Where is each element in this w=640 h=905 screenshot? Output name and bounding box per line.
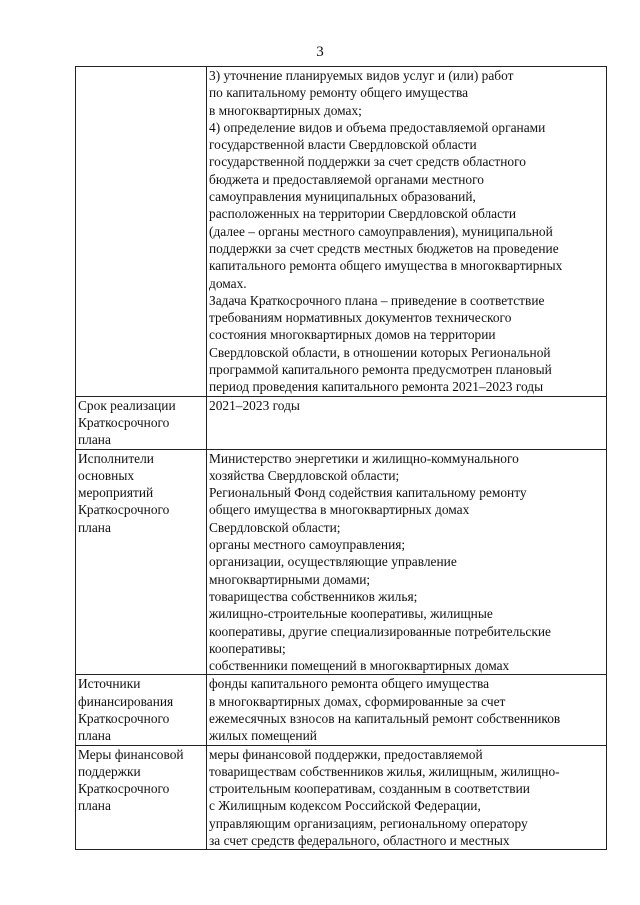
text-line: собственники помещений в многоквартирных домах xyxy=(209,658,510,674)
text-line: за счет средств федерального, областного и местных xyxy=(209,833,510,849)
text-line: фонды капитального ремонта общего имущества xyxy=(209,676,490,692)
label-line: Краткосрочного xyxy=(78,414,170,430)
row-content-cell xyxy=(207,449,607,675)
text-line: поддержки за счет средств местных бюджетов на проведение xyxy=(209,240,559,256)
label-line: Срок реализации xyxy=(78,397,176,413)
text-line: Региональный Фонд содействия капитальному ремонту xyxy=(209,485,527,501)
text-line: организации, осуществляющие управление xyxy=(209,554,457,570)
text-line: по капитальному ремонту общего имущества xyxy=(209,85,469,101)
text-line: 4) определение видов и объема предоставляемой органами xyxy=(209,119,546,135)
text-line: товарищества собственников жилья; xyxy=(209,588,418,604)
text-line: в многоквартирных домах, сформированные за счет xyxy=(209,693,506,709)
table-row xyxy=(76,745,607,850)
passport-table xyxy=(75,66,607,850)
table-row xyxy=(76,396,607,449)
label-line: Исполнители xyxy=(78,450,154,466)
text-line: самоуправления муниципальных образований, xyxy=(209,189,476,205)
text-line: кооперативы, другие специализированные потребительские xyxy=(209,623,551,639)
text-line: в многоквартирных домах; xyxy=(209,102,362,118)
label-line: финансирования xyxy=(78,693,174,709)
table-row xyxy=(76,67,607,397)
text-line: расположенных на территории Свердловской области xyxy=(209,206,517,222)
text-line: Министерство энергетики и жилищно-коммунального xyxy=(209,450,519,466)
text-line: государственной поддержки за счет средств областного xyxy=(209,154,526,170)
label-line: плана xyxy=(78,798,111,814)
row-label-cell xyxy=(76,396,207,449)
label-line: Меры финансовой xyxy=(78,746,184,762)
text-line: строительным кооперативам, созданным в соответствии xyxy=(209,781,530,797)
label-line: плана xyxy=(78,519,111,535)
text-line: домах. xyxy=(209,275,247,291)
label-line: плана xyxy=(78,432,111,448)
row-label-cell xyxy=(76,67,207,397)
table-row xyxy=(76,449,607,675)
text-line: хозяйства Свердловской области; xyxy=(209,467,400,483)
text-line: Свердловской области, в отношении которых Региональной xyxy=(209,344,551,360)
text-line: общего имущества в многоквартирных домах xyxy=(209,502,470,518)
text-line: кооперативы; xyxy=(209,640,286,656)
label-line: Краткосрочного xyxy=(78,710,170,726)
row-content-cell xyxy=(207,67,607,397)
text-line: программой капитального ремонта предусмотрен плановый xyxy=(209,362,552,378)
row-label-cell xyxy=(76,449,207,675)
page-number: 3 xyxy=(316,44,324,60)
text-line: многоквартирными домами; xyxy=(209,571,371,587)
label-line: Краткосрочного xyxy=(78,502,170,518)
text-line: период проведения капитального ремонта 2021–2023 годы xyxy=(209,379,544,395)
text-line: 3) уточнение планируемых видов услуг и (или) работ xyxy=(209,68,514,83)
row-label-cell xyxy=(76,675,207,745)
text-line: требованиям нормативных документов технического xyxy=(209,310,512,326)
text-line: (далее – органы местного самоуправления), муниципальной xyxy=(209,223,553,239)
text-line: Задача Краткосрочного плана – приведение в соответствие xyxy=(209,292,545,308)
text-line: капитального ремонта общего имущества в многоквартирных xyxy=(209,258,563,274)
label-line: плана xyxy=(78,728,111,744)
text-line: управляющим организациям, региональному оператору xyxy=(209,815,528,831)
text-line: меры финансовой поддержки, предоставляемой xyxy=(209,746,483,762)
text-line: товариществам собственников жилья, жилищным, жилищно- xyxy=(209,763,560,779)
table-row xyxy=(76,675,607,745)
row-content-cell xyxy=(207,675,607,745)
text-line: жилищно-строительные кооперативы, жилищные xyxy=(209,606,493,622)
text-line: 2021–2023 годы xyxy=(209,397,300,413)
text-line: государственной власти Свердловской области xyxy=(209,137,477,153)
label-line: Краткосрочного xyxy=(78,781,170,797)
text-line: состояния многоквартирных домов на территории xyxy=(209,327,496,343)
label-line: Источники xyxy=(78,676,141,692)
text-line: бюджета и предоставляемой органами местного xyxy=(209,171,484,187)
text-line: жилых помещений xyxy=(209,728,317,744)
row-label-cell xyxy=(76,745,207,850)
text-line: ежемесячных взносов на капитальный ремонт собственников xyxy=(209,710,561,726)
text-line: органы местного самоуправления; xyxy=(209,537,406,553)
text-line: Свердловской области; xyxy=(209,519,341,535)
label-line: основных xyxy=(78,467,135,483)
row-content-cell xyxy=(207,396,607,449)
label-line: поддержки xyxy=(78,763,141,779)
label-line: мероприятий xyxy=(78,485,154,501)
row-content-cell xyxy=(207,745,607,850)
text-line: с Жилищным кодексом Российской Федерации, xyxy=(209,798,481,814)
